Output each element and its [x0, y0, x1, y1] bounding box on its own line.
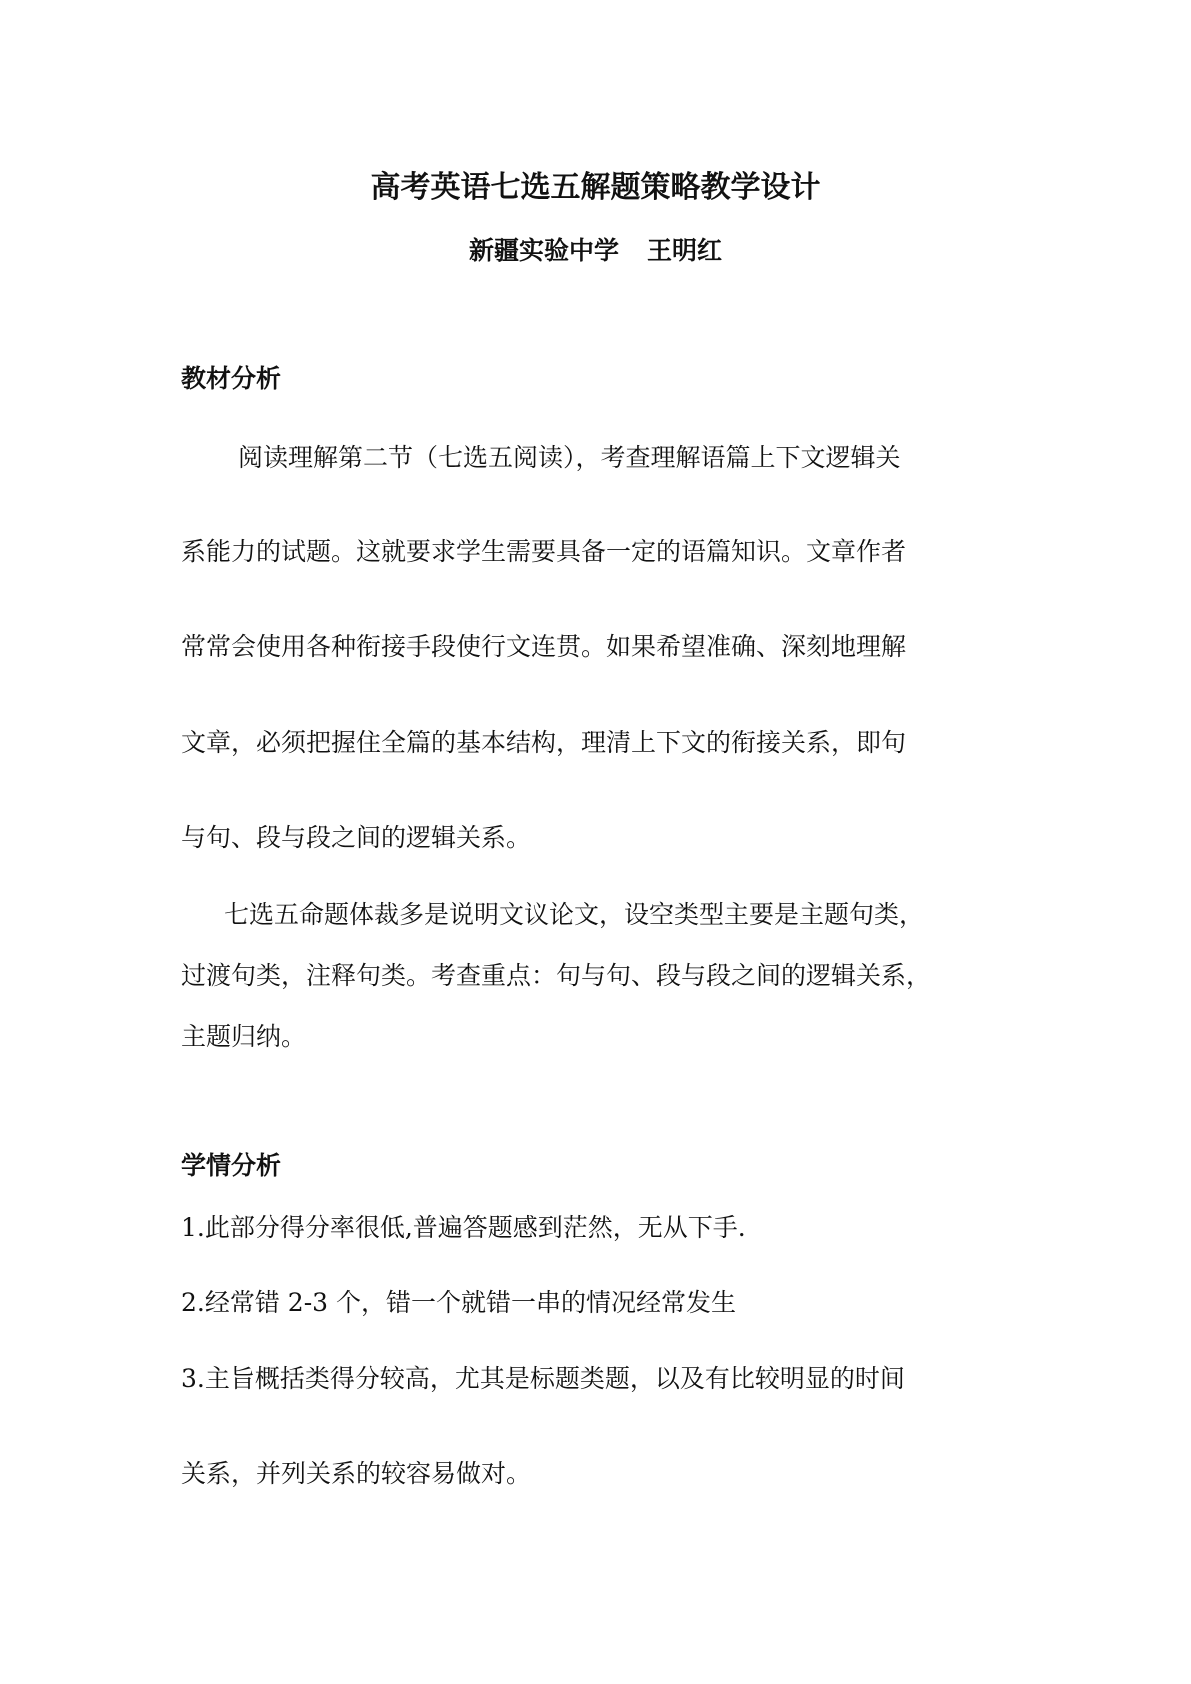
paragraph-line: 阅读理解第二节（七选五阅读），考查理解语篇上下文逻辑关 — [238, 443, 901, 472]
paragraph-line: 文章，必须把握住全篇的基本结构，理清上下文的衔接关系，即句 — [181, 728, 907, 757]
author-line — [0, 234, 1191, 268]
paragraph-line: 七选五命题体裁多是说明文议论文，设空类型主要是主题句类， — [224, 900, 925, 929]
author-name: 王明红 — [647, 236, 723, 265]
paragraph-line: 主题归纳。 — [181, 1022, 307, 1051]
paragraph-line: 常常会使用各种衔接手段使行文连贯。如果希望准确、深刻地理解 — [181, 632, 907, 661]
paragraph-line: 系能力的试题。这就要求学生需要具备一定的语篇知识。文章作者 — [181, 537, 907, 566]
paragraph-line: 过渡句类，注释句类。考查重点：句与句、段与段之间的逻辑关系， — [181, 961, 932, 990]
list-item: 2.经常错 2-3 个，错一个就错一串的情况经常发生 — [181, 1288, 737, 1317]
author-school: 新疆实验中学 — [468, 236, 619, 265]
section-heading-materials: 教材分析 — [181, 364, 282, 393]
section-heading-students: 学情分析 — [181, 1151, 282, 1180]
paragraph-line: 与句、段与段之间的逻辑关系。 — [181, 823, 532, 852]
list-item: 1.此部分得分率很低,普遍答题感到茫然，无从下手. — [181, 1213, 746, 1242]
list-item: 3.主旨概括类得分较高，尤其是标题类题，以及有比较明显的时间 — [181, 1364, 905, 1393]
document-title: 高考英语七选五解题策略教学设计 — [370, 170, 821, 205]
list-item-continuation: 关系，并列关系的较容易做对。 — [181, 1459, 532, 1488]
